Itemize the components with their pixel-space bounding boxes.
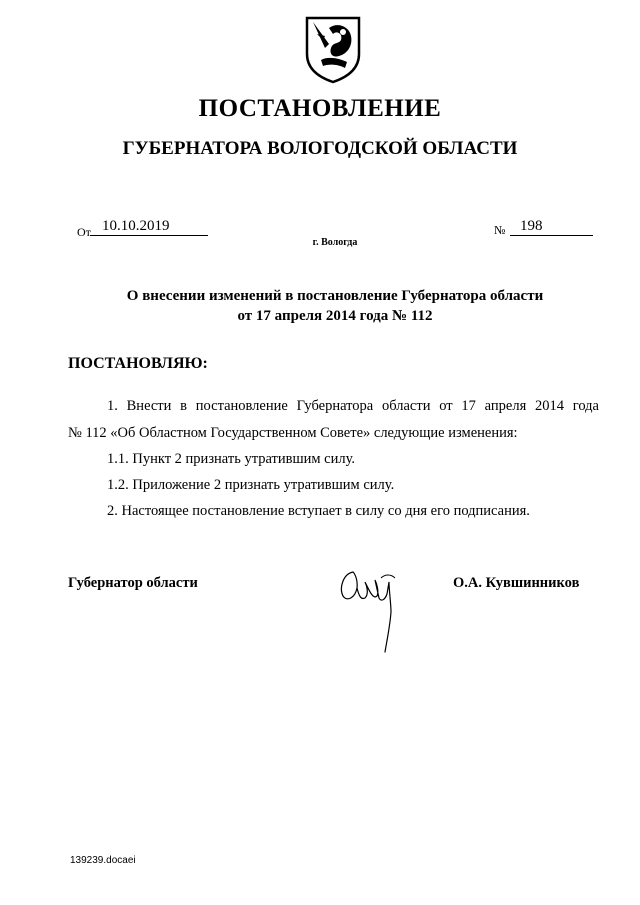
coat-of-arms-emblem bbox=[303, 14, 363, 84]
document-title: ПОСТАНОВЛЕНИЕ bbox=[198, 95, 442, 122]
subject-line-1: О внесении изменений в постановление Губернатора области bbox=[126, 288, 544, 304]
file-reference: 139239.docaei bbox=[70, 855, 136, 866]
signatory-name: О.А. Кувшинников bbox=[453, 575, 580, 591]
paragraph-1-line-2: № 112 «Об Областном Государственном Совете» следующие изменения: bbox=[68, 425, 518, 441]
decree-heading: ПОСТАНОВЛЯЮ: bbox=[68, 355, 208, 372]
number-prefix: № bbox=[494, 223, 506, 237]
paragraph-1-2: 1.2. Приложение 2 признать утратившим силу. bbox=[107, 477, 395, 493]
paragraph-1-1: 1.1. Пункт 2 признать утратившим силу. bbox=[107, 451, 356, 467]
paragraph-1-line-1: 1. Внести в постановление Губернатора области от 17 апреля 2014 года bbox=[107, 398, 599, 414]
paragraph-2: 2. Настоящее постановление вступает в силу со дня его подписания. bbox=[107, 503, 530, 519]
document-number: 198 bbox=[510, 219, 593, 236]
document-subject bbox=[0, 286, 640, 326]
subject-line-2: от 17 апреля 2014 года № 112 bbox=[237, 308, 433, 324]
document-date: 10.10.2019 bbox=[90, 219, 208, 236]
city-label: г. Вологда bbox=[312, 237, 358, 248]
date-prefix: От bbox=[77, 225, 91, 239]
document-subtitle: ГУБЕРНАТОРА ВОЛОГОДСКОЙ ОБЛАСТИ bbox=[122, 138, 518, 159]
handwritten-signature bbox=[335, 560, 410, 655]
signatory-title: Губернатор области bbox=[68, 575, 198, 591]
